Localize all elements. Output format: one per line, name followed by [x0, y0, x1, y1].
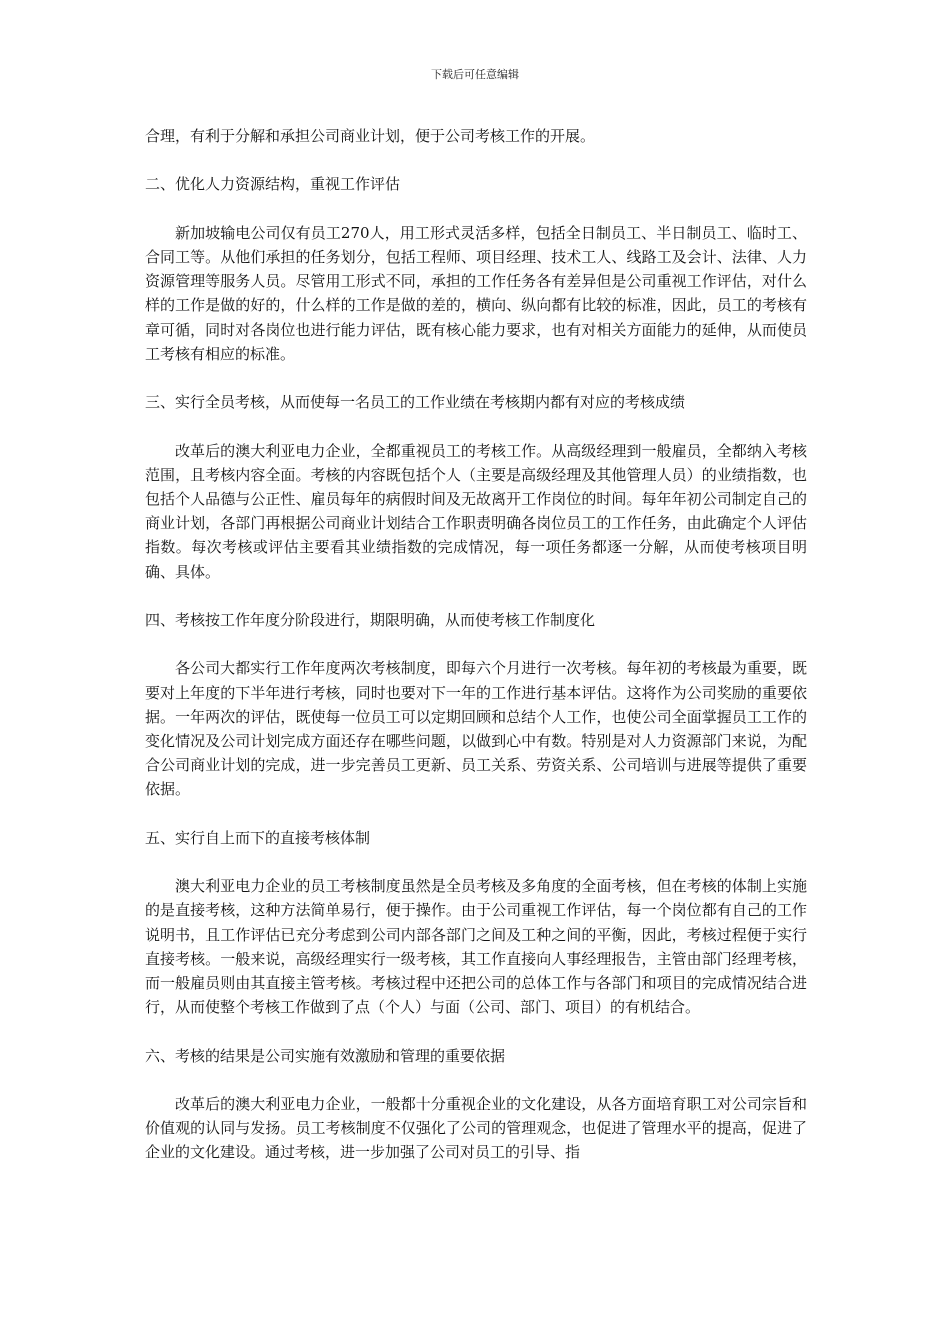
section-heading-6: 六、考核的结果是公司实施有效激励和管理的重要依据	[145, 1046, 506, 1065]
section-body-5: 澳大利亚电力企业的员工考核制度虽然是全员考核及多角度的全面考核，但在考核的体制上实施的是直接考核，这种方法简单易行，便于操作。由于公司重视工作评估，每一个岗位都有自己的工作说明书，且工作评估已充分考虑到公司内部各部门之间及工种之间的平衡，因此，考核过程便于实行直接考核。一般来说，高级经理实行一级考核，其工作直接向人事经理报告，主管由部门经理考核，而一般雇员则由其直接主管考核。考核过程中还把公司的总体工作与各部门和项目的完成情况结合进行，从而使整个考核工作做到了点（个人）与面（公司、部门、项目）的有机结合。	[145, 877, 807, 1017]
section-heading-2: 二、优化人力资源结构，重视工作评估	[145, 175, 401, 194]
section-heading-3: 三、实行全员考核，从而使每一名员工的工作业绩在考核期内都有对应的考核成绩	[145, 393, 686, 412]
document-body	[145, 124, 807, 1189]
section-heading-5: 五、实行自上而下的直接考核体制	[145, 828, 371, 847]
section-body-6: 改革后的澳大利亚电力企业，一般都十分重视企业的文化建设，从各方面培育职工对公司宗旨和价值观的认同与发扬。员工考核制度不仅强化了公司的管理观念，也促进了管理水平的提高，促进了企业的文化建设。通过考核，进一步加强了公司对员工的引导、指	[145, 1094, 807, 1162]
section-body-2: 新加坡输电公司仅有员工270人，用工形式灵活多样，包括全日制员工、半日制员工、临时工、合同工等。从他们承担的任务划分，包括工程师、项目经理、技术工人、线路工及会计、法律、人力资源管理等服务人员。尽管用工形式不同，承担的工作任务各有差异但是公司重视工作评估，对什么样的工作是做的好的，什么样的工作是做的差的，横向、纵向都有比较的标准，因此，员工的考核有章可循，同时对各岗位也进行能力评估，既有核心能力要求，也有对相关方面能力的延伸，从而使员工考核有相应的标准。	[145, 223, 807, 363]
section-heading-4: 四、考核按工作年度分阶段进行，期限明确，从而使考核工作制度化	[145, 610, 596, 629]
section-body-3: 改革后的澳大利亚电力企业，全都重视员工的考核工作。从高级经理到一般雇员，全都纳入考核范围，且考核内容全面。考核的内容既包括个人（主要是高级经理及其他管理人员）的业绩指数，也包括个人品德与公正性、雇员每年的病假时间及无故离开工作岗位的时间。每年年初公司制定自己的商业计划，各部门再根据公司商业计划结合工作职责明确各岗位员工的工作任务，由此确定个人评估指数。每次考核或评估主要看其业绩指数的完成情况，每一项任务都逐一分解，从而使考核项目明确、具体。	[145, 441, 807, 581]
paragraph-continuation: 合理，有利于分解和承担公司商业计划，便于公司考核工作的开展。	[145, 127, 596, 145]
page-header-note: 下载后可任意编辑	[431, 68, 519, 81]
section-body-4: 各公司大都实行工作年度两次考核制度，即每六个月进行一次考核。每年初的考核最为重要，既要对上年度的下半年进行考核，同时也要对下一年的工作进行基本评估。这将作为公司奖励的重要依据。一年两次的评估，既使每一位员工可以定期回顾和总结个人工作，也使公司全面掌握员工工作的变化情况及公司计划完成方面还存在哪些问题，以做到心中有数。特别是对人力资源部门来说，为配合公司商业计划的完成，进一步完善员工更新、员工关系、劳资关系、公司培训与进展等提供了重要依据。	[145, 659, 807, 799]
